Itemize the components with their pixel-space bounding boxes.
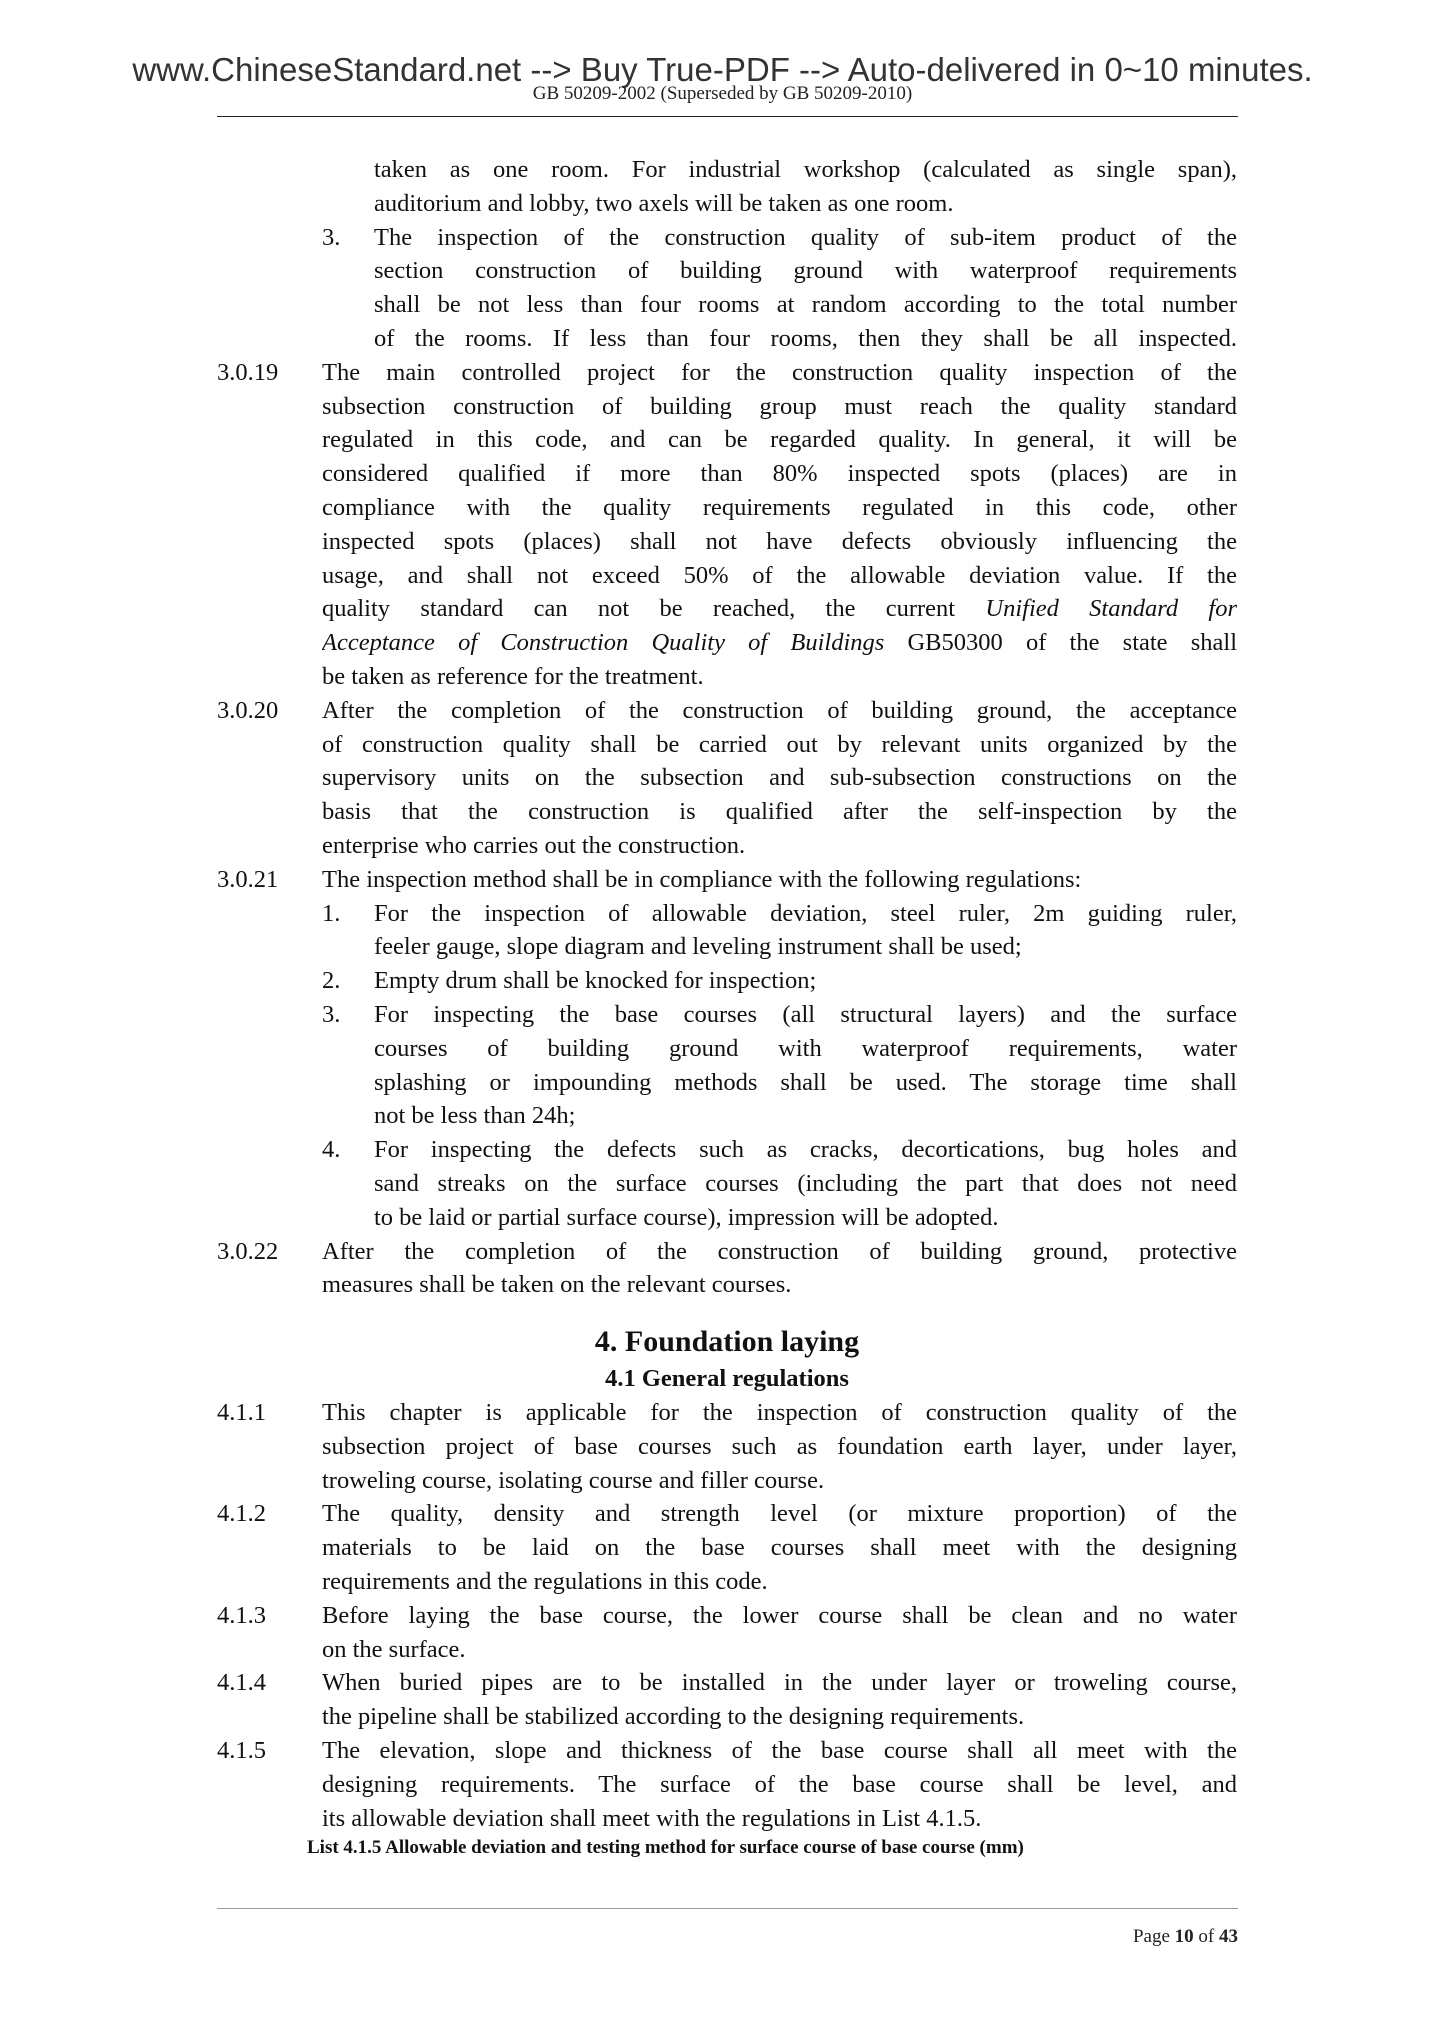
para-line: not be less than 24h;: [374, 1102, 576, 1130]
para-line: Empty drum shall be knocked for inspection;: [374, 967, 817, 995]
clause-number: 4.1.2: [217, 1500, 266, 1528]
of-label: of: [1198, 1926, 1215, 1947]
para-line: sand streaks on the surface courses (including the part that does not need: [374, 1169, 1237, 1197]
para-line: subsection construction of building group must reach the quality standard: [322, 392, 1237, 420]
para-line: to be laid or partial surface course), impression will be adopted.: [374, 1203, 999, 1231]
clause-number: 4.1.4: [217, 1669, 266, 1697]
para-line: After the completion of the construction of building ground, the acceptance: [322, 696, 1237, 724]
para-line: For inspecting the defects such as cracks, decortications, bug holes and: [374, 1136, 1237, 1164]
para-line: feeler gauge, slope diagram and leveling instrument shall be used;: [374, 933, 1022, 961]
para-line: shall be not less than four rooms at random according to the total number: [374, 291, 1237, 319]
list-number: 1.: [322, 899, 341, 927]
cited-title: Acceptance of Construction Quality of Buildings: [322, 629, 885, 657]
standard-header: GB 50209-2002 (Superseded by GB 50209-2010): [532, 83, 913, 104]
para-line: the pipeline shall be stabilized according to the designing requirements.: [322, 1703, 1025, 1731]
site-banner[interactable]: www.ChineseStandard.net --> Buy True-PDF --> Auto-delivered in 0~10 minutes.: [132, 51, 1313, 88]
document-body: [217, 153, 1237, 1861]
para-line: materials to be laid on the base courses shall meet with the designing: [322, 1534, 1237, 1562]
list-number: 3.: [322, 223, 341, 251]
para-line: courses of building ground with waterproof requirements, water: [374, 1034, 1237, 1062]
clause-number: 4.1.1: [217, 1399, 266, 1427]
clause-number: 3.0.20: [217, 696, 279, 724]
para-line: of the rooms. If less than four rooms, then they shall be all inspected.: [374, 324, 1237, 352]
para-line: The inspection of the construction quality of sub-item product of the: [374, 223, 1237, 251]
clause-number: 3.0.19: [217, 358, 279, 386]
para-line: usage, and shall not exceed 50% of the allowable deviation value. If the: [322, 561, 1237, 589]
para-line: auditorium and lobby, two axels will be taken as one room.: [374, 189, 954, 217]
para-line: designing requirements. The surface of the base course shall be level, and: [322, 1770, 1237, 1798]
cited-title: Unified Standard for: [985, 595, 1237, 623]
para-line: Before laying the base course, the lower course shall be clean and no water: [322, 1601, 1237, 1629]
clause-number: 3.0.22: [217, 1237, 279, 1265]
table-caption: List 4.1.5 Allowable deviation and testing method for surface course of base course (mm): [307, 1837, 1024, 1859]
para-line: taken as one room. For industrial workshop (calculated as single span),: [374, 156, 1237, 183]
list-number: 4.: [322, 1136, 341, 1164]
para-line: on the surface.: [322, 1635, 466, 1663]
para-line: This chapter is applicable for the inspection of construction quality of the: [322, 1399, 1237, 1427]
para-line: After the completion of the construction of building ground, protective: [322, 1237, 1237, 1265]
para-line: When buried pipes are to be installed in the under layer or troweling course,: [322, 1669, 1237, 1697]
para-line: its allowable deviation shall meet with the regulations in List 4.1.5.: [322, 1804, 982, 1832]
para-line: section construction of building ground with waterproof requirements: [374, 257, 1237, 285]
para-line: [322, 626, 1237, 660]
para-line: The inspection method shall be in compliance with the following regulations:: [322, 865, 1082, 893]
total-pages: 43: [1219, 1926, 1238, 1947]
para-line: troweling course, isolating course and filler course.: [322, 1466, 825, 1494]
page-number: [1133, 1926, 1238, 1948]
para-line: regulated in this code, and can be regarded quality. In general, it will be: [322, 426, 1237, 454]
para-line: compliance with the quality requirements regulated in this code, other: [322, 493, 1237, 521]
para-line: For inspecting the base courses (all structural layers) and the surface: [374, 1000, 1237, 1028]
chapter-title: 4. Foundation laying: [594, 1325, 860, 1359]
para-text: quality standard can not be reached, the current: [322, 595, 956, 623]
para-line: be taken as reference for the treatment.: [322, 662, 704, 690]
para-line: The elevation, slope and thickness of the base course shall all meet with the: [322, 1737, 1237, 1765]
para-line: measures shall be taken on the relevant courses.: [322, 1271, 792, 1299]
para-line: inspected spots (places) shall not have defects obviously influencing the: [322, 527, 1237, 555]
footer-rule: [217, 1908, 1238, 1909]
para-line: The quality, density and strength level (or mixture proportion) of the: [322, 1500, 1237, 1528]
para-line: The main controlled project for the construction quality inspection of the: [322, 358, 1237, 386]
section-title: 4.1 General regulations: [605, 1365, 849, 1393]
para-line: supervisory units on the subsection and sub-subsection constructions on the: [322, 764, 1237, 792]
page-label: Page: [1132, 1926, 1170, 1947]
clause-number: 4.1.3: [217, 1601, 266, 1629]
list-number: 2.: [322, 967, 341, 995]
para-line: subsection project of base courses such as foundation earth layer, under layer,: [322, 1432, 1237, 1460]
para-line: requirements and the regulations in this code.: [322, 1568, 768, 1596]
clause-number: 3.0.21: [217, 865, 279, 893]
para-line: [322, 592, 1237, 626]
para-line: For the inspection of allowable deviation, steel ruler, 2m guiding ruler,: [374, 899, 1237, 927]
para-line: considered qualified if more than 80% inspected spots (places) are in: [322, 460, 1237, 488]
para-line: enterprise who carries out the construction.: [322, 831, 746, 859]
para-text: GB50300 of the state shall: [907, 629, 1237, 657]
para-line: basis that the construction is qualified after the self-inspection by the: [322, 798, 1237, 826]
para-line: of construction quality shall be carried out by relevant units organized by the: [322, 730, 1237, 758]
header-rule: [217, 116, 1238, 117]
clause-number: 4.1.5: [217, 1737, 266, 1765]
list-number: 3.: [322, 1000, 341, 1028]
para-line: splashing or impounding methods shall be used. The storage time shall: [374, 1068, 1237, 1096]
current-page: 10: [1174, 1926, 1194, 1947]
